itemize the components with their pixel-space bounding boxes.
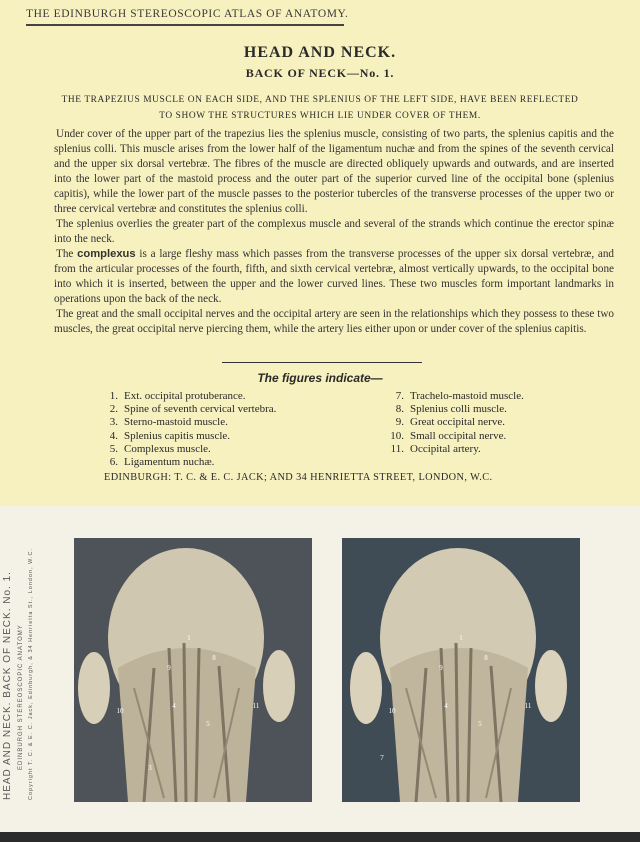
paragraph-3-text: is a large fleshy mass which passes from the transverse processes of the upper six dorsal vertebræ, and from the articular processes of the fourth, fifth, and sixth cervical vertebræ, almost vertically upwards, to the occipital bone into which it is inserted, between the upper and the lower curved lines. These two muscles form important landmarks in operations upon the back of the neck. [54,248,615,305]
photo-label: 4 [444,702,448,710]
paragraph-2: The splenius overlies the greater part of the complexus muscle and several of the strands which continue the erector spinæ into the neck. [54,218,614,245]
photo-label: 10 [116,707,124,715]
paragraph-1: Under cover of the upper part of the trapezius lies the splenius muscle, consisting of two parts, the splenius capitis and the splenius colli. This muscle arises from the lower half of the ligamentum nuchæ and from the spines of the seventh cervical and the upper six dorsal vertebræ. The fibres of the muscle are directed obliquely upwards and outwards, and are inserted into the lower part of the mastoid process and the outer part of the superior curved line of the occipital bone (splenius capitis), while the lower part of the muscle passes to the posterior tubercles of the transverse processes of the upper two or three cervical vertebræ and constitutes the splenius colli. [54,128,614,215]
legend-item: 4. Splenius capitis muscle. [109,429,231,442]
stereo-photo-left [74,538,312,802]
photo-label: 8 [212,654,216,662]
photo-label: 9 [439,664,443,672]
photo-label: 8 [484,654,488,662]
paragraph-4: The great and the small occipital nerves and the occipital artery are seen in the relationships which they possess to these two muscles, the great occipital nerve piercing them, while the artery lies either upon or under cover of the splenius capitis. [54,308,614,335]
card-side-series: EDINBURGH STEREOSCOPIC ANATOMY [18,624,24,770]
legend-item: 5. Complexus muscle. [109,442,211,455]
atlas-title: THE EDINBURGH STEREOSCOPIC ATLAS OF ANATOMY. [26,8,349,20]
section-rule [222,362,422,363]
dissection-photo-right [342,538,580,802]
photo-label: 3 [148,764,152,772]
photo-label: 7 [380,754,384,762]
paragraph-3 [54,247,614,307]
page-subtitle: BACK OF NECK—No. 1. [245,66,395,80]
publisher-imprint: EDINBURGH: T. C. & E. C. JACK; AND 34 HENRIETTA STREET, LONDON, W.C. [104,472,493,483]
legend-left [100,390,276,469]
photo-label: 11 [524,702,532,710]
legend-item: 8. Splenius colli muscle. [395,403,507,416]
photo-label: 4 [172,702,176,710]
body-text [54,127,614,337]
photo-label: 11 [252,702,260,710]
legend-item: 9. Great occipital nerve. [395,416,505,429]
paragraph-3-lead: The [56,248,74,260]
plate-description: THE TRAPEZIUS MUSCLE ON EACH SIDE, AND THE SPLENIUS OF THE LEFT SIDE, HAVE BEEN REFLECTED TO SHOW THE STRUCTURES WHICH LIE UNDER COVER OF THEM. [61,95,579,121]
header-rule [26,24,344,26]
dissection-photo-left [74,538,312,802]
card-side-title: HEAD AND NECK. BACK OF NECK. No. 1. [2,571,13,800]
photo-label: 10 [388,707,396,715]
legend-item: 3. Sterno-mastoid muscle. [109,416,228,429]
photo-label: 5 [206,720,210,728]
legend-item: 2. Spine of seventh cervical vertebra. [109,403,277,416]
legend-item: 7. Trachelo-mastoid muscle. [395,390,524,402]
complexus-term: complexus [77,248,136,260]
photo-label: 1 [187,634,191,642]
legend-item: 1. Ext. occipital protuberance. [109,390,246,402]
photo-label: 5 [478,720,482,728]
card-side-copyright: Copyright T. C. & E. C. Jack, Edinburgh, & 34 Henrietta St., London, W.C. [28,547,34,800]
bottom-edge [0,832,640,842]
legend-item: 10. Small occipital nerve. [390,429,507,442]
page-title: HEAD AND NECK. [243,44,397,61]
legend-item: 11. Occipital artery. [390,442,481,455]
figures-title: The figures indicate— [257,371,383,385]
legend-item: 6. Ligamentum nuchæ. [109,456,215,469]
photo-label: 1 [459,634,463,642]
stereo-photo-right [342,538,580,802]
legend-right [386,390,524,456]
photo-label: 9 [167,664,171,672]
